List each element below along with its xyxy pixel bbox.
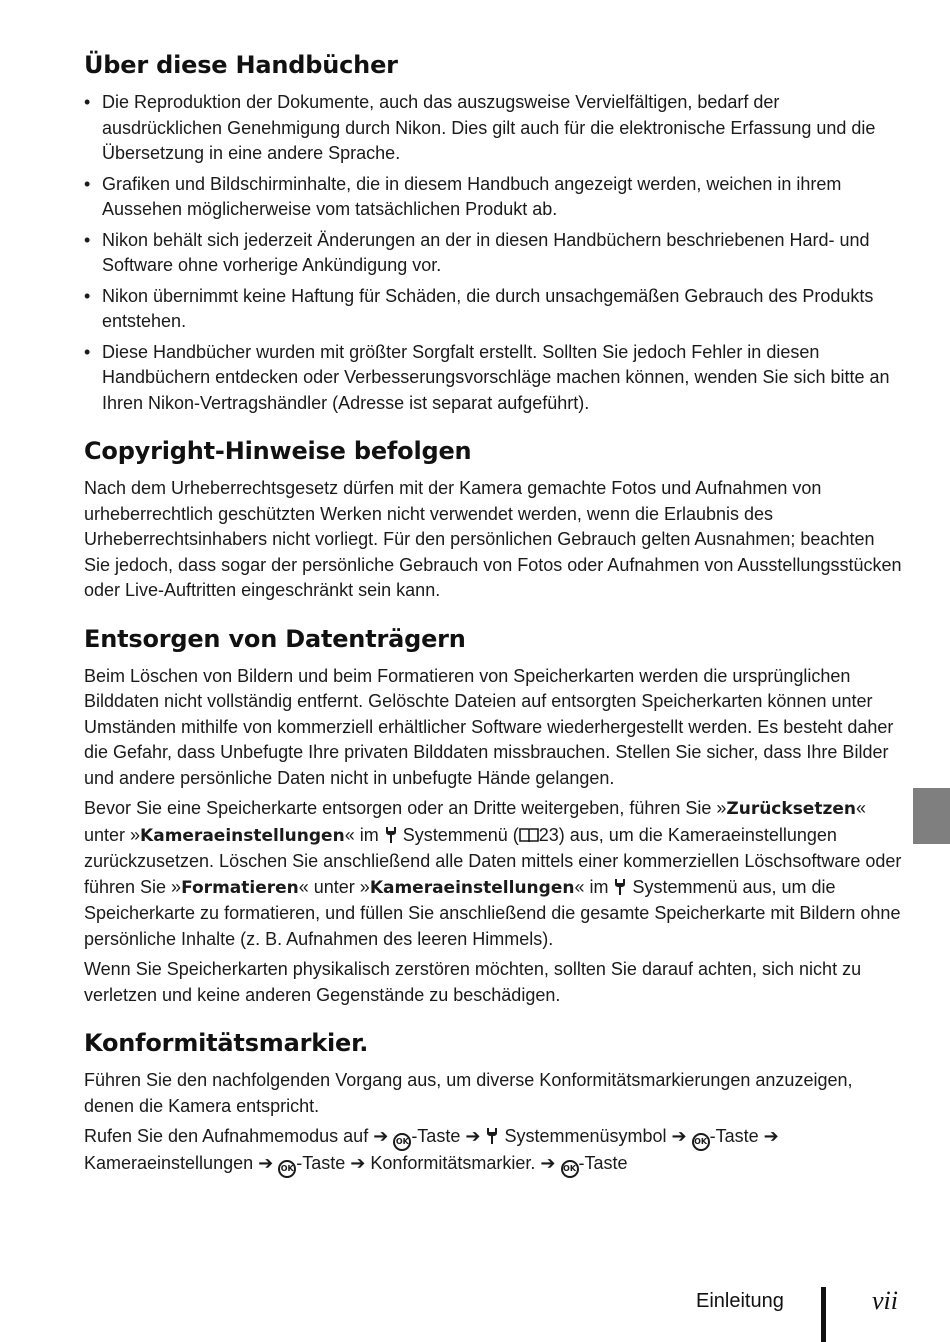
section-disposal [84,622,904,1009]
text-run: Bevor Sie eine Speicherkarte entsorgen oder an Dritte weitergeben, führen Sie » [84,798,727,818]
text-run: « im [344,824,384,845]
book-reference-icon [519,826,539,844]
wrench-icon [384,826,398,844]
list-item: • Die Reproduktion der Dokumente, auch das auszugsweise Vervielfältigen, bedarf der ausdrücklichen Genehmigung durch Nikon. Dies gilt auch für die elektronische Erfassung und die Übersetzung in eine andere Sprache. [84,90,904,167]
list-item: • Diese Handbücher wurden mit größter Sorgfalt erstellt. Sollten Sie jedoch Fehler in diesen Handbüchern entdecken oder Verbesserungsvorschläge machen können, wenden Sie sich bitte an Ihren Nikon-Vertragshändler (Adresse ist separat aufgeführt). [84,340,904,417]
text-run: Systemmenü aus, um die Speicherkarte zu formatieren, und füllen Sie anschließend die gesamte Speicherkarte mit Bildern ohne persönliche Inhalte (z. B. Aufnahmen des leeren Himmels). [84,876,901,949]
text-run: « im [574,876,614,897]
section-title: Über diese Handbücher [84,51,398,79]
footer-divider [821,1287,826,1342]
list-item: • Nikon behält sich jederzeit Änderungen an der in diesen Handbüchern beschriebenen Hard- und Software ohne vorherige Ankündigung vor. [84,228,904,279]
menu-item-name: Formatieren [181,877,299,898]
list-item: • Grafiken und Bildschirminhalte, die in diesem Handbuch angezeigt werden, weichen in ihrem Aussehen möglicherweise vom tatsächlichen Produkt ab. [84,172,904,223]
section-conformity [84,1026,904,1178]
paragraph: Wenn Sie Speicherkarten physikalisch zerstören möchten, sollten Sie darauf achten, sich nicht zu verletzen und keine anderen Gegenstände zu beschädigen. [84,959,862,1005]
ok-button-icon: OK [278,1160,296,1178]
text-run: -Taste [709,1126,764,1146]
section-copyright [84,434,904,604]
list-item: • Nikon übernimmt keine Haftung für Schäden, die durch unsachgemäßen Gebrauch des Produkts entstehen. [84,284,904,335]
ok-button-icon: OK [692,1133,710,1151]
text-run: Konformitätsmarkier. [365,1153,541,1173]
text-run: -Taste [578,1153,628,1173]
footer-section-name: Einleitung [696,1290,784,1312]
arrow-right-icon: ➔ [373,1126,389,1147]
section-title: Entsorgen von Datenträgern [84,624,466,653]
procedure-paragraph [84,1124,904,1178]
chapter-tab-marker [913,788,950,844]
bullet-list [84,90,904,416]
text-run: Rufen Sie den Aufnahmemodus auf [84,1126,374,1146]
paragraph: Führen Sie den nachfolgenden Vorgang aus, um diverse Konformitätsmarkierungen anzuzeigen, denen die Kamera entspricht. [84,1070,853,1116]
text-run: Systemmenü ( [397,824,519,845]
arrow-right-icon: ➔ [465,1126,481,1147]
arrow-right-icon: ➔ [540,1153,556,1174]
paragraph: Nach dem Urheberrechtsgesetz dürfen mit der Kamera gemachte Fotos und Aufnahmen von urheberrechtlich geschützten Werken nicht verwendet werden, wenn die Erlaubnis des Urheberrechtsinhabers nicht vorliegt. Für den persönlichen Gebrauch gelten Ausnahmen; beachten Sie jedoch, dass sogar der persönliche Gebrauch von Fotos oder Aufnahmen von Ausstellungsstücken oder Live-Auftritten eingeschränkt sein kann. [84,478,902,600]
section-about-manuals [84,48,904,416]
section-title: Konformitätsmarkier. [84,1029,369,1057]
section-title: Copyright-Hinweise befolgen [84,437,472,465]
arrow-right-icon: ➔ [350,1153,366,1174]
text-run: -Taste [411,1126,466,1146]
page-number: vii [872,1286,898,1315]
menu-name: Kameraeinstellungen [140,825,345,846]
text-run: « unter » [298,876,370,897]
ok-button-icon: OK [393,1133,411,1151]
text-run: 23) aus, um die Kameraeinstellungen zurückzusetzen. Löschen Sie anschließend alle Daten mittels einer kommerziellen Löschsoftware oder führen Sie » [84,824,902,897]
text-run: « unter » [84,798,867,845]
paragraph: Beim Löschen von Bildern und beim Formatieren von Speicherkarten werden die ursprünglichen Bilddaten nicht vollständig entfernt. Gelöschte Dateien auf entsorgten Speicherkarten können unter Umständen mithilfe von kommerziell erhältlicher Software wiederhergestellt werden. Es besteht daher die Gefahr, dass Unbefugte Ihre privaten Bilddaten missbrauchen. Stellen Sie sicher, dass Ihre Bilder und andere persönliche Daten nicht in unbefugte Hände gelangen. [84,665,894,788]
wrench-icon [485,1127,499,1145]
wrench-icon [613,878,627,896]
paragraph [84,796,904,952]
text-run: Kameraeinstellungen [84,1153,259,1173]
arrow-right-icon: ➔ [671,1126,687,1147]
arrow-right-icon: ➔ [763,1126,779,1147]
page-content [84,48,904,1196]
ok-button-icon: OK [561,1160,579,1178]
menu-item-name: Zurücksetzen [726,799,856,819]
text-run: Systemmenüsymbol [499,1126,672,1146]
arrow-right-icon: ➔ [258,1153,274,1174]
menu-name: Kameraeinstellungen [369,877,575,898]
text-run: -Taste [296,1153,351,1173]
